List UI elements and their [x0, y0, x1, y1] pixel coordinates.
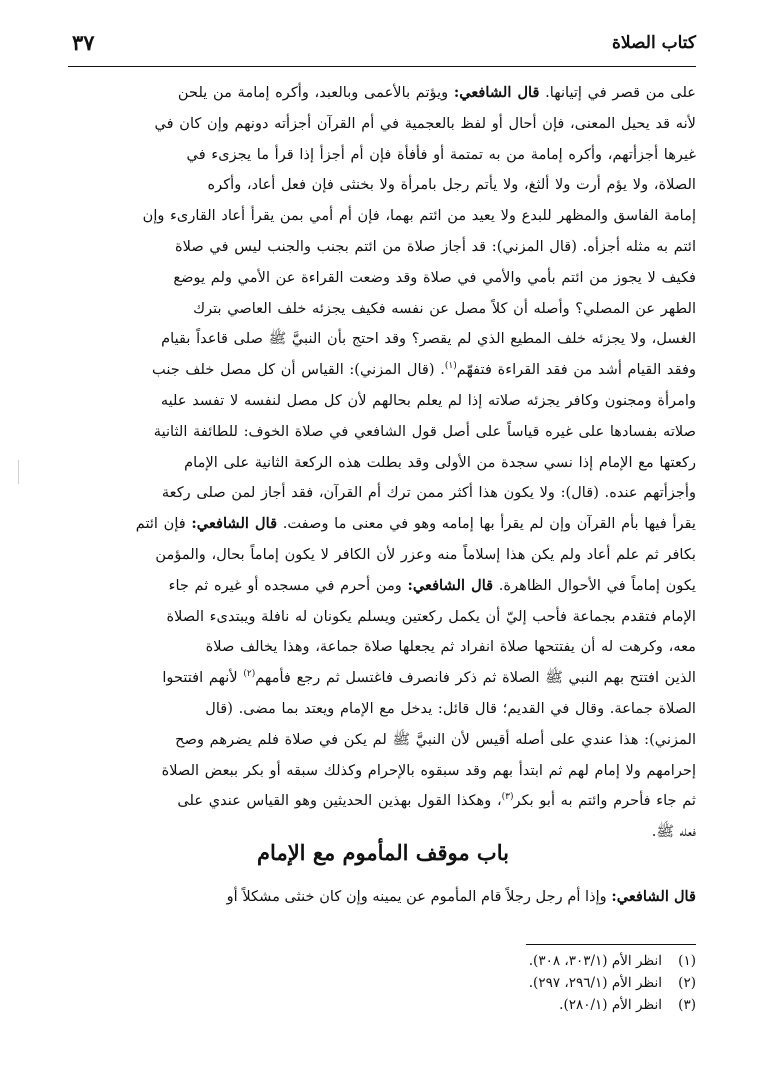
footnote	[396, 950, 696, 972]
footnote-ref: (١)	[444, 361, 457, 372]
footnote-number: (٣)	[678, 997, 696, 1013]
speaker-label: قال الشافعي:	[611, 888, 696, 905]
footnote-text: انظر الأم (٢٨٠/١).	[559, 997, 662, 1013]
speaker-label: قال الشافعي:	[453, 84, 540, 101]
text-line: بكافر ثم علم أعاد ولم يكن هذا إسلاماً منه وعزر لأن الكافر لا يكون إماماً بحال، والمؤمن	[155, 545, 696, 563]
text-line: الصلاة، ولا يؤم أرت ولا ألثغ، ولا يأتم رجل بامرأة ولا بخنثى فإن فعل أعاد، وأكره	[207, 176, 696, 194]
text-line: معه، وكرهت له أن يفتتحها صلاة انفراد ثم يجعلها صلاة جماعة، وهذا يخالف صلاة	[205, 638, 696, 656]
text-line: فكيف لا يجوز من ائتم بأمي والأمي في صلاة وقد وضعت القراءة عن الأمي ولم يوضع	[173, 268, 696, 286]
chapter-first-line: قال الشافعي: وإذا أم رجل رجلاً قام المأموم عن يمينه وإن كان خنثى مشكلاً أو	[226, 888, 696, 905]
text-line: الذين افتتح بهم النبي ﷺ الصلاة ثم ذكر فانصرف فاغتسل ثم رجع فأمهم$^{(٢)}$ لأنهم افتتحوا	[162, 669, 696, 687]
text-line: الطهر عن المصلي؟ وأصله أن كلاً مصل عن نفسه فكيف يجزئه خلف العاصي بترك	[193, 299, 696, 317]
text-line: وفقد القيام أشد من فقد القراءة فتفهّم$^{(١)}$. (قال المزني): القياس أن كل مصل خلف جنب	[152, 361, 696, 379]
text-line: إحرامهم ولا إمام لهم ثم ابتدأ بهم وقد سبقوه بالإحرام وكذلك سبقه أو بكر ببعض الصلاة	[161, 761, 696, 779]
text-line: على من قصر في إتيانها. قال الشافعي: ويؤتم بالأعمى وبالعبد، وأكره إمامة من يلحن	[177, 84, 696, 101]
text-line: ائتم به مثله أجزأه. (قال المزني): قد أجاز صلاة من ائتم بجنب والجنب ليس في صلاة	[175, 237, 696, 255]
footnote	[396, 994, 696, 1016]
footnote-ref: (٢)	[243, 669, 256, 680]
footnote-number: (٢)	[678, 975, 696, 991]
text-line: يقرأ فيها بأم القرآن وإن لم يقرأ بها إمامه وهو في معنى ما وصفت. قال الشافعي: فإن ائتم	[135, 515, 696, 533]
footnote-number: (١)	[678, 953, 696, 969]
page-header	[68, 24, 696, 67]
footnote-ref: (٣)	[501, 792, 514, 803]
main-text	[70, 78, 696, 848]
text-line: الغسل، ولا يجزئه خلف المطيع الذي لم يقصر؟ وقد احتج بأن النبيَّ ﷺ صلى قاعداً بقيام	[161, 330, 696, 348]
text-line: ثم جاء فأحرم وائتم به أبو بكر$^{(٣)}$، وهكذا القول بهذين الحديثين وهو القياس عندي على	[177, 792, 696, 810]
footnote-text: انظر الأم (٢٩٦/١، ٢٩٧).	[528, 975, 662, 991]
text-line: وامرأة ومجنون وكافر يجزئه صلاته إذا لم يعلم بحالهم لأن كل مصل لنفسه لا تفسد عليه	[160, 391, 696, 409]
page-number: ٣٧	[72, 30, 95, 55]
footnote-separator	[526, 944, 696, 945]
text-line: يكون إماماً في الأحوال الظاهرة. قال الشافعي: ومن أحرم في مسجده أو غيره ثم جاء	[168, 576, 696, 594]
text-line: إمامة الفاسق والمظهر للبدع ولا يعيد من ائتم بهما، فإن أم أمي بمن يقرأ أعاد القارىء وإن	[142, 207, 696, 225]
text-line: فعله ﷺ.	[651, 823, 696, 841]
text-line: وأجزأتهم عنده. (قال): ولا يكون هذا أكثر ممن ترك أم القرآن، فقد أجاز لمن صلى ركعة	[161, 484, 696, 502]
speaker-label: قال الشافعي:	[191, 515, 278, 533]
text-line: ركعتها مع الإمام إذا نسي سجدة من الأولى وقد بطلت هذه الركعة الثانية على الإمام	[184, 453, 696, 471]
chapter-heading: باب موقف المأموم مع الإمام	[257, 840, 509, 865]
text-line: غيرها أجزأتهم، وأكره إمامة من به تمتمة أو فأفأة فإن أم أجزأ إذا قرأ ما يجزىء في	[186, 145, 696, 163]
scan-margin-mark	[18, 460, 27, 484]
running-title: كتاب الصلاة	[611, 33, 696, 53]
text-line: المزني): هذا عندي على أصله أقيس لأن النبيَّ ﷺ لم يكن في صلاة فلم يضرهم وصح	[175, 730, 696, 748]
footnote-text: انظر الأم (٣٠٣/١، ٣٠٨).	[528, 953, 662, 969]
text-line: صلاته بفسادها على غيره قياساً على أصل قول الشافعي في صلاة الخوف: للطائفة الثانية	[153, 422, 696, 440]
footnote	[396, 972, 696, 994]
footnotes	[396, 950, 696, 1016]
speaker-label: قال الشافعي:	[407, 576, 494, 594]
text-line: الصلاة جماعة. وقال في القديم؛ قال قائل: يدخل مع الإمام ويعتد بما مضى. (قال	[205, 699, 696, 717]
text-line: لأنه قد يحيل المعنى، فإن أحال أو لفظ بالعجمية في أم القرآن أجزأته دونهم وإن كان في	[154, 114, 696, 132]
text-line: الإمام فتقدم بجماعة فأحب إليّ أن يكمل ركعتين ويسلم يكونان له نافلة ويبتدىء الصلاة	[166, 607, 696, 625]
